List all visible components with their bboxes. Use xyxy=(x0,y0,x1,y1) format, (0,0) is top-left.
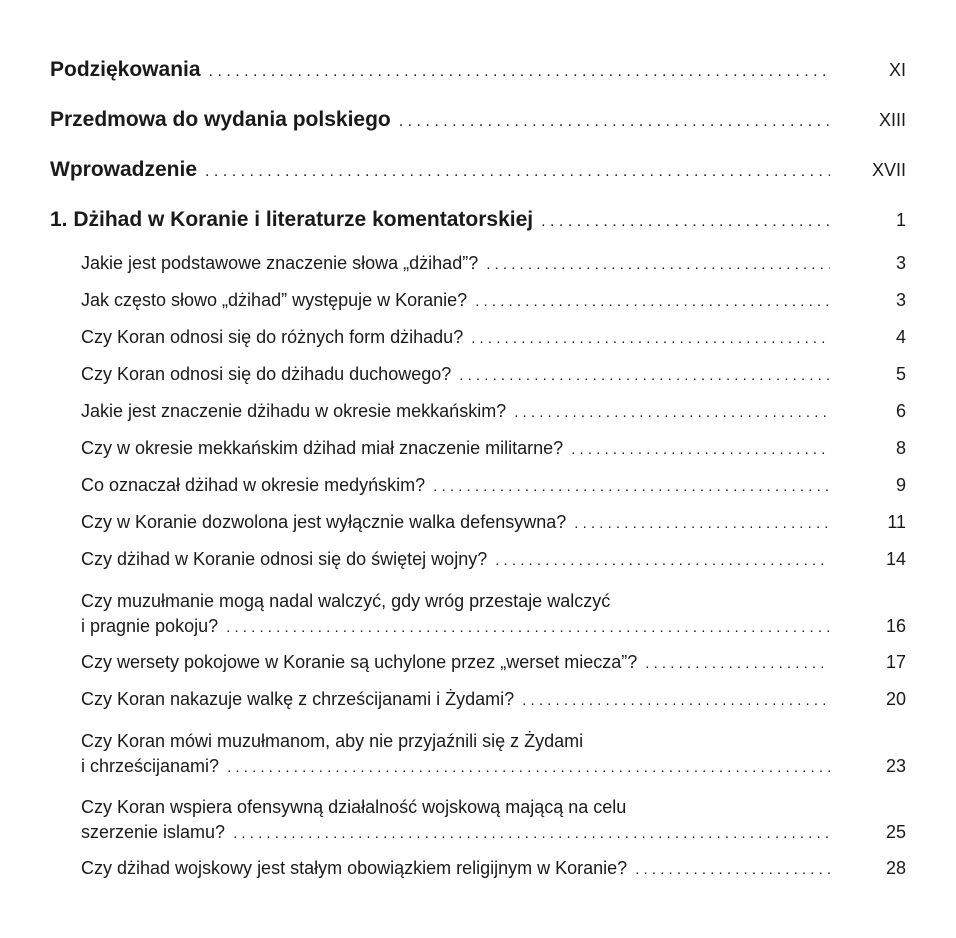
dot-leader xyxy=(205,163,830,181)
dot-leader xyxy=(635,861,830,878)
toc-section-title: Jakie jest podstawowe znaczenie słowa „dżihad”? xyxy=(81,253,479,273)
toc-page-number: 6 xyxy=(895,401,906,421)
toc-page-number: 8 xyxy=(895,438,906,458)
dot-leader xyxy=(645,655,830,672)
toc-page-number: 11 xyxy=(887,512,906,532)
toc-page-number: XVII xyxy=(871,160,906,180)
toc-section-title: Czy Koran nakazuje walkę z chrześcijanami i Żydami? xyxy=(81,689,515,709)
toc-section-title: Jak często słowo „dżihad” występuje w Koranie? xyxy=(81,290,468,310)
toc-page-number: 16 xyxy=(885,616,906,636)
toc-section[interactable] xyxy=(50,586,906,652)
toc-chapter-title: 1. Dżihad w Koranie i literaturze komentatorskiej xyxy=(50,208,534,231)
dot-leader xyxy=(459,367,830,384)
toc-page-number: 3 xyxy=(895,253,906,273)
toc-page-number: XI xyxy=(888,60,906,80)
toc-section-title-line1: Czy muzułmanie mogą nadal walczyć, gdy wróg przestaje walczyć xyxy=(81,591,611,611)
toc-section[interactable] xyxy=(50,327,906,364)
toc-section[interactable] xyxy=(50,475,906,512)
toc-page-number: 14 xyxy=(885,549,906,569)
toc-section-title-line2: i chrześcijanami? xyxy=(81,756,220,776)
toc-entry-introduction[interactable] xyxy=(50,158,906,208)
dot-leader xyxy=(226,619,830,636)
toc-section[interactable] xyxy=(50,726,906,792)
toc-entry-title: Podziękowania xyxy=(50,58,201,81)
dot-leader xyxy=(471,330,830,347)
toc-section[interactable] xyxy=(50,401,906,438)
toc-section-title-line2: szerzenie islamu? xyxy=(81,822,226,842)
toc-section-title: Czy w Koranie dozwolona jest wyłącznie walka defensywna? xyxy=(81,512,567,532)
toc-section[interactable] xyxy=(50,438,906,475)
toc-section-title: Co oznaczał dżihad w okresie medyńskim? xyxy=(81,475,426,495)
toc-section-title: Czy dżihad w Koranie odnosi się do świętej wojny? xyxy=(81,549,488,569)
toc-section-title: Czy Koran odnosi się do dżihadu duchowego? xyxy=(81,364,452,384)
dot-leader xyxy=(475,293,830,310)
dot-leader xyxy=(209,63,830,81)
dot-leader xyxy=(495,552,830,569)
toc-entry-title: Przedmowa do wydania polskiego xyxy=(50,108,391,131)
toc-section[interactable] xyxy=(50,549,906,586)
toc-page-number: 17 xyxy=(885,652,906,672)
toc-section[interactable] xyxy=(50,253,906,290)
toc-section[interactable] xyxy=(50,290,906,327)
toc-page-number: 23 xyxy=(885,756,906,776)
dot-leader xyxy=(571,441,830,458)
toc-chapter-1[interactable] xyxy=(50,208,906,253)
toc-section[interactable] xyxy=(50,858,906,895)
toc-section-title-line1: Czy Koran wspiera ofensywną działalność wojskową mającą na celu xyxy=(81,797,627,817)
toc-section-title: Czy w okresie mekkańskim dżihad miał znaczenie militarne? xyxy=(81,438,564,458)
toc-entry-preface[interactable] xyxy=(50,108,906,158)
dot-leader xyxy=(522,692,830,709)
dot-leader xyxy=(233,825,830,842)
toc-section[interactable] xyxy=(50,364,906,401)
dot-leader xyxy=(433,478,830,495)
toc-page-number: 5 xyxy=(895,364,906,384)
toc-section-title: Czy dżihad wojskowy jest stałym obowiązkiem religijnym w Koranie? xyxy=(81,858,628,878)
toc-page-number: XIII xyxy=(878,110,906,130)
toc-section[interactable] xyxy=(50,512,906,549)
toc-section-title-line2: i pragnie pokoju? xyxy=(81,616,219,636)
toc-section[interactable] xyxy=(50,792,906,858)
dot-leader xyxy=(541,213,830,231)
dot-leader xyxy=(227,759,830,776)
dot-leader xyxy=(514,404,830,421)
toc-page-number: 20 xyxy=(885,689,906,709)
toc-section-title: Jakie jest znaczenie dżihadu w okresie mekkańskim? xyxy=(81,401,507,421)
toc-section-title-line1: Czy Koran mówi muzułmanom, aby nie przyjaźnili się z Żydami xyxy=(81,731,584,751)
toc-page-number: 3 xyxy=(895,290,906,310)
toc-section-title: Czy wersety pokojowe w Koranie są uchylone przez „werset miecza”? xyxy=(81,652,638,672)
dot-leader xyxy=(399,113,830,131)
dot-leader xyxy=(574,515,830,532)
toc-section[interactable] xyxy=(50,689,906,726)
toc-page-number: 1 xyxy=(895,210,906,230)
toc-page-number: 25 xyxy=(885,822,906,842)
toc-entry-acknowledgements[interactable] xyxy=(50,58,906,108)
toc-page-number: 4 xyxy=(895,327,906,347)
toc-entry-title: Wprowadzenie xyxy=(50,158,198,181)
toc-page-number: 9 xyxy=(895,475,906,495)
toc-section-title: Czy Koran odnosi się do różnych form dżihadu? xyxy=(81,327,464,347)
toc-page-number: 28 xyxy=(885,858,906,878)
table-of-contents xyxy=(50,58,906,895)
dot-leader xyxy=(486,256,830,273)
toc-section[interactable] xyxy=(50,652,906,689)
